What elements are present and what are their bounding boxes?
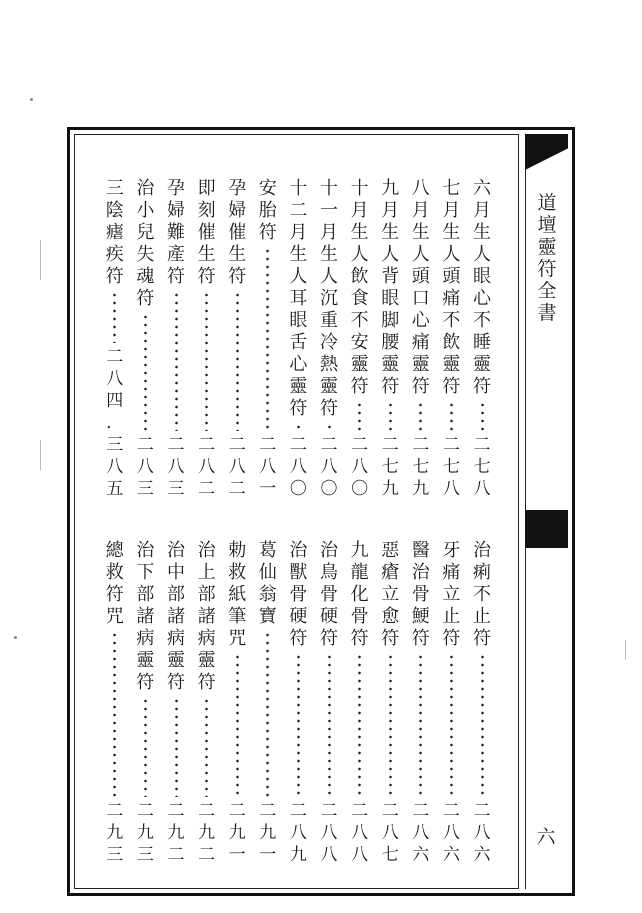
toc-entry-title: 治 鳥 骨 硬 符 [320, 540, 338, 649]
toc-entry-page: 二 九 三 [106, 801, 124, 865]
toc-entry-page: 二 八 一 [259, 435, 277, 499]
toc-dot-leader [175, 291, 178, 431]
toc-entry-title: 三 陰 瘧 疾 符 [105, 178, 124, 287]
toc-entry-title: 十 二 月 生 人 耳 眼 舌 心 靈 符 [289, 178, 308, 419]
toc-entry[interactable] [471, 178, 493, 500]
side-band-middle-ornament [525, 510, 568, 548]
toc-entry[interactable] [257, 540, 279, 866]
toc-entry-title: 醫 治 骨 鯁 符 [411, 540, 430, 649]
toc-entry-title: 治 下 部 諸 病 靈 符 [136, 540, 155, 693]
book-title-char: 靈 [537, 236, 557, 258]
toc-entry-title: 安 胎 符 [258, 178, 277, 243]
toc-entry-title: 六 月 生 人 眼 心 不 睡 靈 符 [473, 178, 491, 397]
toc-dot-leader [328, 423, 331, 431]
toc-dot-leader [236, 291, 239, 431]
toc-entry-title: 十 月 生 人 飲 食 不 安 靈 符 [350, 178, 369, 397]
toc-entry-page: 二 九 一 [259, 801, 277, 865]
toc-entry-title: 葛 仙 翁 寶 [258, 540, 277, 627]
toc-entry-title: 八 月 生 人 頭 口 心 痛 靈 符 [411, 178, 430, 397]
toc-entry-page: 二 七 九 [381, 435, 399, 499]
toc-entry-title: 治 小 兒 失 魂 符 [136, 178, 155, 309]
toc-entry[interactable] [440, 540, 462, 866]
toc-entry[interactable] [196, 540, 218, 866]
toc-dot-leader [419, 401, 422, 431]
toc-entry-page: 二 八 二 [198, 435, 216, 499]
toc-dot-leader [389, 401, 392, 431]
toc-dot-leader [358, 401, 361, 431]
toc-entry-page: 二 八 〇 [320, 435, 338, 499]
toc-entry[interactable] [471, 540, 493, 866]
toc-entry[interactable] [410, 540, 432, 866]
toc-entry-page: 二 八 〇 [289, 435, 307, 499]
toc-entry-title: 治 中 部 諸 病 靈 符 [167, 540, 185, 693]
book-title-char: 全 [537, 280, 557, 302]
toc-dot-leader [297, 653, 300, 797]
toc-entry-title: 惡 瘡 立 愈 符 [381, 540, 400, 649]
toc-entry[interactable] [165, 178, 187, 500]
toc-dot-leader [205, 697, 208, 797]
toc-entry-page: 二 八 三 [136, 435, 154, 499]
toc-entry[interactable] [410, 178, 432, 500]
toc-entry[interactable] [165, 540, 187, 866]
toc-dot-leader [205, 291, 208, 431]
book-title-char: 壇 [537, 214, 557, 236]
toc-dot-leader [481, 401, 484, 431]
toc-entry-page: 二 七 八 [442, 435, 460, 499]
toc-dot-leader [113, 291, 116, 343]
toc-dot-leader [358, 653, 361, 797]
book-title [536, 192, 558, 324]
book-title-char: 道 [537, 192, 557, 214]
toc-dot-leader [481, 653, 484, 797]
scan-speck [14, 636, 17, 639]
toc-entry-title: 牙 痛 立 止 符 [442, 540, 461, 649]
toc-entry[interactable] [318, 540, 340, 866]
toc-entry-title: 孕 婦 催 生 符 [228, 178, 247, 287]
toc-entry[interactable] [349, 540, 371, 866]
toc-entry-page: 二 九 一 [228, 801, 246, 865]
toc-entry-title: 治 痢 不 止 符 [473, 540, 491, 649]
scan-mark [40, 440, 41, 470]
toc-entry-title: 十 一 月 生 人 沉 重 冷 熱 靈 符 [320, 178, 338, 419]
toc-entry-page: 二 八 九 [289, 801, 307, 865]
toc-entry-page: 二 八 八 [320, 801, 338, 865]
toc-entry-title: 治 上 部 諸 病 靈 符 [197, 540, 216, 693]
toc-entry-page: 二 八 二 [228, 435, 246, 499]
toc-entry-title: 九 月 生 人 背 眼 脚 腰 靈 符 [381, 178, 400, 397]
toc-dot-leader [450, 653, 453, 797]
toc-entry-title: 總 救 符 咒 [105, 540, 124, 627]
toc-entry-title: 勅 救 紙 筆 咒 [228, 540, 247, 649]
toc-entry[interactable] [287, 540, 309, 866]
toc-dot-leader [297, 423, 300, 431]
toc-entry[interactable] [104, 178, 126, 500]
toc-entry[interactable] [196, 178, 218, 500]
toc-entry[interactable] [440, 178, 462, 500]
toc-entry-page: 二 九 二 [167, 801, 185, 865]
toc-entry-page: 二 八 三 [167, 435, 185, 499]
toc-dot-leader [113, 631, 116, 797]
toc-dot-leader [236, 653, 239, 797]
toc-dot-leader [389, 653, 392, 797]
scan-mark [40, 240, 41, 280]
toc-dot-leader [266, 247, 269, 431]
toc-dot-leader [144, 697, 147, 797]
book-title-char: 符 [537, 258, 557, 280]
toc-entry-page: 二 八 七 [381, 801, 399, 865]
toc-entry-page: 二 七 九 [412, 435, 430, 499]
toc-dot-leader [328, 653, 331, 797]
toc-entry-page: 二 八 六 [442, 801, 460, 865]
scan-speck [30, 98, 33, 101]
toc-entry[interactable] [226, 540, 248, 866]
toc-entry-page: 二 九 二 [198, 801, 216, 865]
book-title-char: 書 [537, 302, 557, 324]
toc-entry-title: 即 刻 催 生 符 [197, 178, 216, 287]
toc-entry[interactable] [257, 178, 279, 500]
toc-entry-page: 二 八 〇 [351, 435, 369, 499]
toc-dot-leader [450, 401, 453, 431]
toc-entry[interactable] [226, 178, 248, 500]
toc-entry-page: 二 八 四 ． 三 八 五 [106, 347, 124, 499]
toc-entry-title: 九 龍 化 骨 符 [350, 540, 369, 649]
toc-entry[interactable] [134, 178, 156, 500]
toc-entry-title: 孕 婦 難 產 符 [167, 178, 185, 287]
toc-entry-page: 二 八 六 [412, 801, 430, 865]
toc-entry[interactable] [134, 540, 156, 866]
toc-dot-leader [419, 653, 422, 797]
toc-entry[interactable] [379, 178, 401, 500]
toc-entry-page: 二 八 八 [351, 801, 369, 865]
toc-entry[interactable] [287, 178, 309, 500]
page-number: 六 [536, 826, 556, 848]
toc-entry-title: 七 月 生 人 頭 痛 不 飲 靈 符 [442, 178, 461, 397]
toc-entry[interactable] [379, 540, 401, 866]
toc-entry-page: 二 八 六 [473, 801, 491, 865]
toc-entry[interactable] [349, 178, 371, 500]
toc-dot-leader [144, 313, 147, 431]
toc-entry-page: 二 九 三 [136, 801, 154, 865]
scan-mark [625, 640, 626, 660]
toc-entry[interactable] [318, 178, 340, 500]
toc-dot-leader [175, 697, 178, 797]
toc-dot-leader [266, 631, 269, 797]
toc-entry-title: 治 獸 骨 硬 符 [289, 540, 308, 649]
toc-entry[interactable] [104, 540, 126, 866]
toc-entry-page: 二 七 八 [473, 435, 491, 499]
